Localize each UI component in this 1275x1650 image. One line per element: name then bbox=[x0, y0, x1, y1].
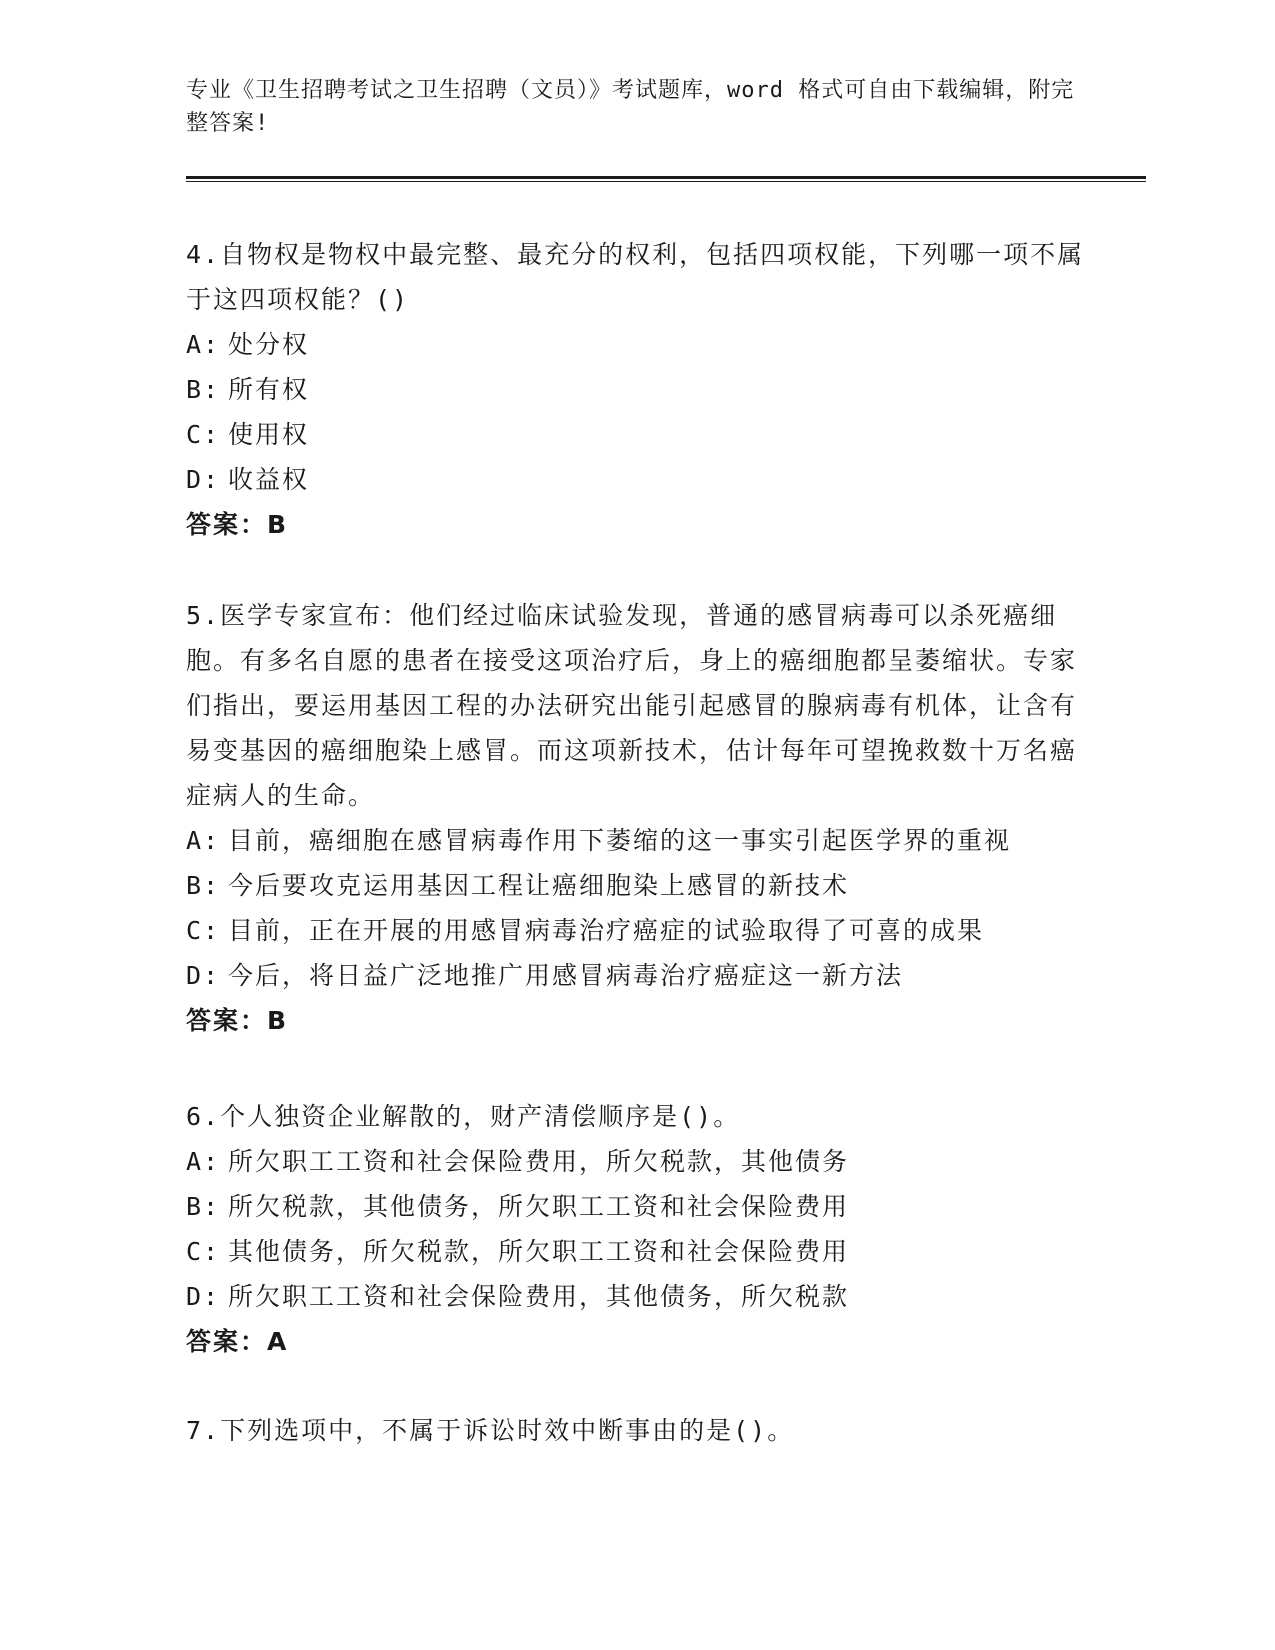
option-text: 使用权 bbox=[228, 420, 310, 449]
option-label: A: bbox=[186, 1147, 221, 1176]
option-text: 其他债务，所欠税款，所欠职工工资和社会保险费用 bbox=[228, 1237, 850, 1266]
option-text: 收益权 bbox=[228, 465, 310, 494]
answer: 答案：B bbox=[186, 510, 289, 539]
option-d bbox=[186, 457, 1086, 502]
question-6 bbox=[186, 1094, 1086, 1364]
option-a bbox=[186, 1139, 1086, 1184]
option-text: 今后要攻克运用基因工程让癌细胞染上感冒的新技术 bbox=[228, 871, 850, 900]
option-label: C: bbox=[186, 1237, 221, 1266]
option-d bbox=[186, 1274, 1086, 1319]
option-c bbox=[186, 412, 1086, 457]
option-c bbox=[186, 1229, 1086, 1274]
option-a bbox=[186, 322, 1086, 367]
question-text: 5.医学专家宣布：他们经过临床试验发现，普通的感冒病毒可以杀死癌细胞。有多名自愿的患者在接受这项治疗后，身上的癌细胞都呈萎缩状。专家们指出，要运用基因工程的办法研究出能引起感冒的腺病毒有机体，让含有易变基因的癌细胞染上感冒。而这项新技术，估计每年可望挽救数十万名癌症病人的生命。 bbox=[186, 601, 1078, 810]
question-text: 4.自物权是物权中最完整、最充分的权利，包括四项权能，下列哪一项不属于这四项权能？() bbox=[186, 240, 1085, 314]
option-label: A: bbox=[186, 826, 221, 855]
option-d bbox=[186, 953, 1086, 998]
option-label: D: bbox=[186, 465, 221, 494]
header-rule-thick bbox=[186, 176, 1146, 179]
option-a bbox=[186, 818, 1086, 863]
option-label: D: bbox=[186, 961, 221, 990]
option-label: B: bbox=[186, 871, 221, 900]
question-text: 6.个人独资企业解散的，财产清偿顺序是()。 bbox=[186, 1102, 741, 1131]
option-b bbox=[186, 1184, 1086, 1229]
option-b bbox=[186, 367, 1086, 412]
question-text: 7.下列选项中，不属于诉讼时效中断事由的是()。 bbox=[186, 1416, 795, 1445]
option-text: 所欠税款，其他债务，所欠职工工资和社会保险费用 bbox=[228, 1192, 850, 1221]
option-label: A: bbox=[186, 330, 221, 359]
option-label: C: bbox=[186, 916, 221, 945]
document-header: 专业《卫生招聘考试之卫生招聘（文员）》考试题库，word 格式可自由下载编辑，附完整答案! bbox=[186, 78, 1075, 136]
option-b bbox=[186, 863, 1086, 908]
option-label: B: bbox=[186, 375, 221, 404]
option-text: 目前，癌细胞在感冒病毒作用下萎缩的这一事实引起医学界的重视 bbox=[228, 826, 1012, 855]
header-rule-thin bbox=[186, 181, 1146, 182]
question-5 bbox=[186, 593, 1086, 1043]
option-c bbox=[186, 908, 1086, 953]
question-7 bbox=[186, 1408, 1086, 1453]
option-label: B: bbox=[186, 1192, 221, 1221]
question-4 bbox=[186, 232, 1086, 547]
answer: 答案：B bbox=[186, 1006, 289, 1035]
option-label: D: bbox=[186, 1282, 221, 1311]
option-text: 目前，正在开展的用感冒病毒治疗癌症的试验取得了可喜的成果 bbox=[228, 916, 985, 945]
option-text: 所有权 bbox=[228, 375, 310, 404]
option-label: C: bbox=[186, 420, 221, 449]
option-text: 所欠职工工资和社会保险费用，所欠税款，其他债务 bbox=[228, 1147, 850, 1176]
answer: 答案：A bbox=[186, 1327, 289, 1356]
option-text: 今后，将日益广泛地推广用感冒病毒治疗癌症这一新方法 bbox=[228, 961, 904, 990]
option-text: 所欠职工工资和社会保险费用，其他债务，所欠税款 bbox=[228, 1282, 850, 1311]
option-text: 处分权 bbox=[228, 330, 310, 359]
